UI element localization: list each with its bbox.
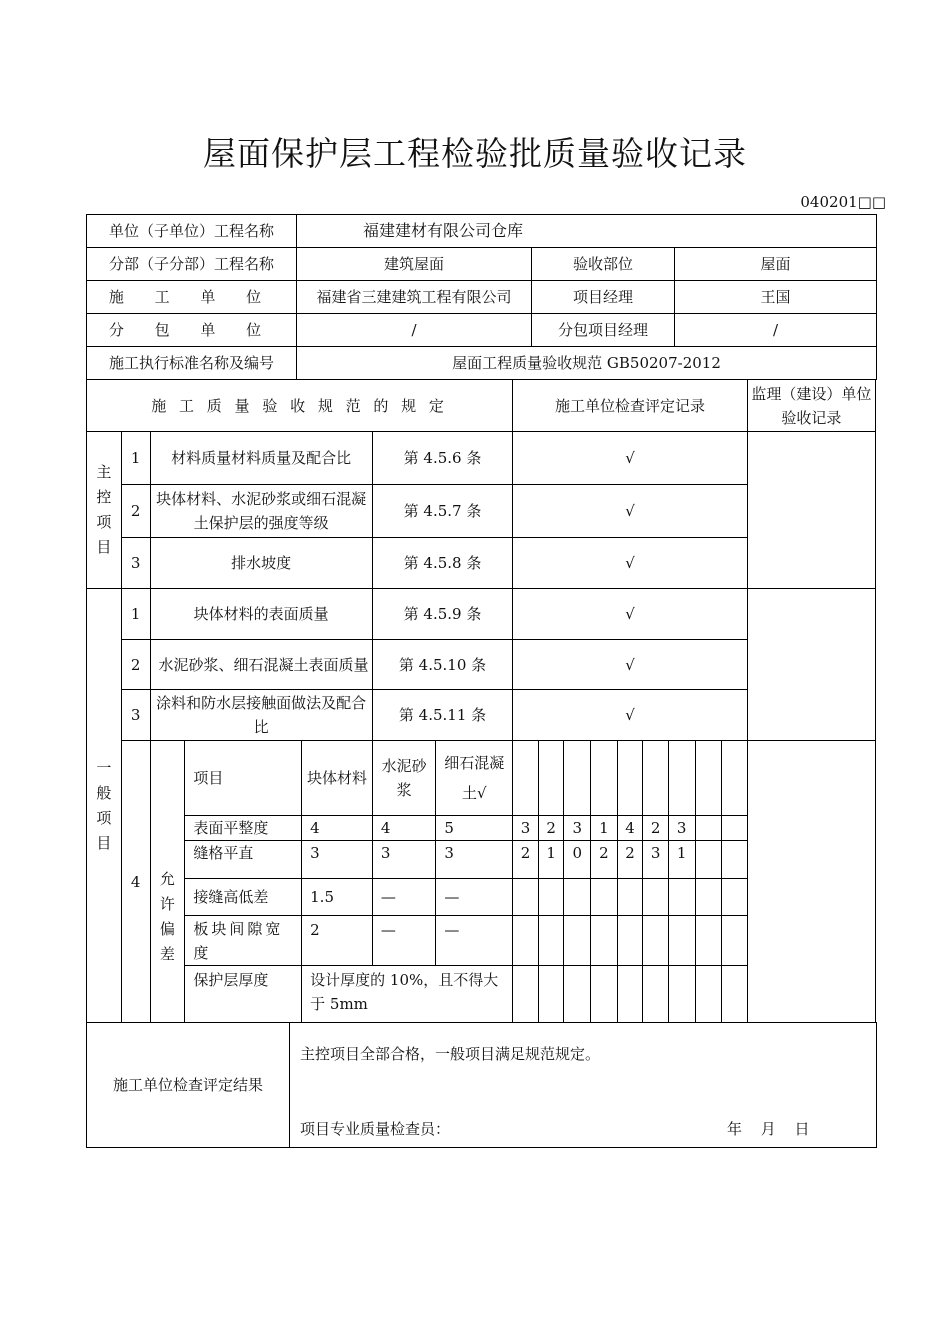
tolerance-supervisor-cell [747, 741, 875, 1023]
main-clause-3: 第 4.5.8 条 [372, 538, 512, 589]
tol-item: 接缝高低差 [185, 879, 302, 916]
tol-m [668, 966, 695, 1023]
tol-m [668, 879, 695, 916]
subcontractor-value: / [297, 314, 532, 347]
tol-c3: 3 [436, 841, 513, 879]
items-table [86, 379, 876, 1023]
tol-m [538, 879, 564, 916]
tol-head-item: 项目 [185, 741, 302, 816]
main-result-1: √ [513, 432, 748, 485]
inspection-form [86, 214, 876, 1148]
header-table [86, 214, 877, 380]
main-clause-2: 第 4.5.7 条 [372, 485, 512, 538]
tol-c2: 4 [372, 816, 436, 841]
general-result-3: √ [513, 690, 748, 741]
tol-head-m [617, 741, 643, 816]
supervisor-header: 监理（建设）单位验收记录 [747, 380, 875, 432]
general-clause-2: 第 4.5.10 条 [372, 640, 512, 690]
tol-m [513, 879, 539, 916]
tol-m [564, 879, 591, 916]
general-no-3: 3 [121, 690, 150, 741]
tol-m [722, 879, 748, 916]
tol-head-m [668, 741, 695, 816]
main-item-2: 块体材料、水泥砂浆或细石混凝土保护层的强度等级 [150, 485, 372, 538]
tol-head-m [722, 741, 748, 816]
tol-head-m [564, 741, 591, 816]
check-header: 施工单位检查评定记录 [513, 380, 748, 432]
tol-item: 缝格平直 [185, 841, 302, 879]
tol-m: 4 [617, 816, 643, 841]
tol-m: 2 [617, 841, 643, 879]
general-result-2: √ [513, 640, 748, 690]
result-signer: 项目专业质量检查员： [300, 1120, 451, 1138]
tol-c2: — [372, 916, 436, 966]
tol-m [722, 966, 748, 1023]
main-result-3: √ [513, 538, 748, 589]
result-label: 施工单位检查评定结果 [87, 1023, 290, 1148]
tol-m [513, 966, 539, 1023]
tol-m [695, 841, 722, 879]
tol-head-c1: 块体材料 [302, 741, 373, 816]
tol-head-c3: 细石混凝土√ [436, 741, 513, 816]
tol-head-m [695, 741, 722, 816]
tol-m [668, 916, 695, 966]
tol-c1: 1.5 [302, 879, 373, 916]
main-clause-1: 第 4.5.6 条 [372, 432, 512, 485]
general-no-2: 2 [121, 640, 150, 690]
tol-head-c2: 水泥砂浆 [372, 741, 436, 816]
tol-m [513, 916, 539, 966]
tol-m [564, 916, 591, 966]
tol-item: 表面平整度 [185, 816, 302, 841]
general-supervisor-cell [747, 589, 875, 741]
main-no-1: 1 [121, 432, 150, 485]
tolerance-label: 允许偏差 [150, 741, 185, 1023]
contractor-value: 福建省三建建筑工程有限公司 [297, 281, 532, 314]
tol-m [538, 966, 564, 1023]
tol-m: 2 [591, 841, 618, 879]
tol-head-m [513, 741, 539, 816]
general-items-label: 一般项目 [87, 589, 122, 1023]
tol-m [722, 816, 748, 841]
tol-m [591, 879, 618, 916]
main-no-3: 3 [121, 538, 150, 589]
tol-head-m [643, 741, 669, 816]
tol-m [643, 966, 669, 1023]
general-clause-1: 第 4.5.9 条 [372, 589, 512, 640]
tolerance-no: 4 [121, 741, 150, 1023]
tol-item: 板块间隙宽度 [185, 916, 302, 966]
sub-manager-label: 分包项目经理 [532, 314, 675, 347]
subcontractor-label: 分 包 单 位 [87, 314, 297, 347]
tol-m [564, 966, 591, 1023]
result-date: 年 月 日 [727, 1120, 810, 1138]
tol-m: 2 [643, 816, 669, 841]
page-title: 屋面保护层工程检验批质量验收记录 [203, 134, 747, 173]
form-code: 040201□□ [800, 193, 886, 211]
result-text: 主控项目全部合格，一般项目满足规范规定。 [300, 1045, 601, 1063]
part-label: 验收部位 [532, 248, 675, 281]
general-item-1: 块体材料的表面质量 [150, 589, 372, 640]
main-item-3: 排水坡度 [150, 538, 372, 589]
thickness-value: 设计厚度的 10%，且不得大于 5mm [302, 966, 513, 1023]
tol-m: 3 [564, 816, 591, 841]
tol-m [695, 916, 722, 966]
main-items-label: 主控项目 [87, 432, 122, 589]
main-item-1: 材料质量材料质量及配合比 [150, 432, 372, 485]
tol-c2: — [372, 879, 436, 916]
standard-label: 施工执行标准名称及编号 [87, 347, 297, 380]
standard-value: 屋面工程质量验收规范 GB50207-2012 [297, 347, 877, 380]
tol-m [591, 916, 618, 966]
tol-m [591, 966, 618, 1023]
tol-c3: — [436, 879, 513, 916]
tol-m: 1 [538, 841, 564, 879]
tol-c1: 4 [302, 816, 373, 841]
general-no-1: 1 [121, 589, 150, 640]
manager-value: 王国 [675, 281, 877, 314]
sub-manager-value: / [675, 314, 877, 347]
tol-head-m [591, 741, 618, 816]
tol-c3: 5 [436, 816, 513, 841]
tol-m: 3 [513, 816, 539, 841]
main-result-2: √ [513, 485, 748, 538]
tol-m [538, 916, 564, 966]
tol-m [643, 879, 669, 916]
unit-label: 单位（子单位）工程名称 [87, 215, 297, 248]
general-clause-3: 第 4.5.11 条 [372, 690, 512, 741]
tol-m: 3 [668, 816, 695, 841]
general-result-1: √ [513, 589, 748, 640]
tol-m [617, 879, 643, 916]
main-supervisor-cell [747, 432, 875, 589]
thickness-item: 保护层厚度 [185, 966, 302, 1023]
tol-m: 2 [513, 841, 539, 879]
tol-m [643, 916, 669, 966]
tol-m: 0 [564, 841, 591, 879]
tol-m [722, 916, 748, 966]
tol-m [695, 966, 722, 1023]
tol-c2: 3 [372, 841, 436, 879]
tol-head-m [538, 741, 564, 816]
tol-m [617, 966, 643, 1023]
tol-c1: 3 [302, 841, 373, 879]
unit-value: 福建建材有限公司仓库 [297, 215, 877, 248]
tol-c1: 2 [302, 916, 373, 966]
tol-m [695, 816, 722, 841]
part-value: 屋面 [675, 248, 877, 281]
tol-m [617, 916, 643, 966]
tol-m [695, 879, 722, 916]
spec-header: 施 工 质 量 验 收 规 范 的 规 定 [87, 380, 513, 432]
tol-m [722, 841, 748, 879]
contractor-label: 施 工 单 位 [87, 281, 297, 314]
manager-label: 项目经理 [532, 281, 675, 314]
main-no-2: 2 [121, 485, 150, 538]
tol-m: 1 [591, 816, 618, 841]
sub-label: 分部（子分部）工程名称 [87, 248, 297, 281]
tol-m: 1 [668, 841, 695, 879]
tol-m: 2 [538, 816, 564, 841]
tol-m: 3 [643, 841, 669, 879]
sub-value: 建筑屋面 [297, 248, 532, 281]
tol-c3: — [436, 916, 513, 966]
general-item-3: 涂料和防水层接触面做法及配合比 [150, 690, 372, 741]
general-item-2: 水泥砂浆、细石混凝土表面质量 [150, 640, 372, 690]
